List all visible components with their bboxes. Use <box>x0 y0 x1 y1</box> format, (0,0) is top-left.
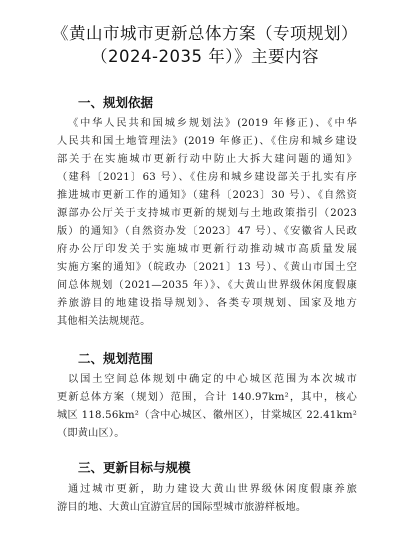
paragraph-line: 实施方案的通知》（皖政办〔2021〕13 号）、《黄山市国土空 <box>57 262 357 273</box>
paragraph-line: （即黄山区）。 <box>57 428 125 439</box>
section-heading-scope: 二、规划范围 <box>78 351 154 366</box>
paragraph-line: 人民共和国土地管理法》(2019 年修正)、《住房和城乡建设 <box>57 136 357 147</box>
document-title-line-2: （2024-2035 年）》主要内容 <box>91 47 319 66</box>
paragraph-line: 通过城市更新，助力建设大黄山世界级休闲度假康养旅 <box>68 484 357 495</box>
paragraph-line: 府办公厅印发关于实施城市更新行动推动城市高质量发展 <box>57 244 357 255</box>
paragraph-line: （建科〔2021〕63 号）、《住房和城乡建设部关于扎实有序 <box>57 172 357 183</box>
section-heading-goals: 三、更新目标与规模 <box>78 460 191 475</box>
paragraph-line: 推进城市更新工作的通知》（建科〔2023〕30 号）、《自然资 <box>57 190 357 201</box>
paragraph-line: 以国土空间总体规划中确定的中心城区范围为本次城市 <box>68 374 357 385</box>
paragraph-line: 养旅游目的地建设指导规划》、各类专项规划、国家及地方 <box>57 298 357 309</box>
paragraph-line: 城区 118.56km²（含中心城区、徽州区），甘棠城区 22.41km² <box>57 410 357 421</box>
paragraph-line: 版）的通知》（自然资办发〔2023〕47 号）、《安徽省人民政 <box>57 226 357 237</box>
paragraph-line: 间总体规划（2021—2035 年）》、《大黄山世界级休闲度假康 <box>57 280 357 291</box>
paragraph-line: 部关于在实施城市更新行动中防止大拆大建问题的通知》 <box>57 154 357 165</box>
section-heading-basis: 一、规划依据 <box>78 95 154 110</box>
paragraph-line: 更新总体方案（规划）范围，合计 140.97km²，其中，核心 <box>57 392 357 403</box>
paragraph-line: 其他相关法规规范。 <box>57 316 151 327</box>
paragraph-line: 游目的地、大黄山宜游宜居的国际型城市旅游样板地。 <box>57 502 307 513</box>
paragraph-line: 《中华人民共和国城乡规划法》(2019 年修正)、《中华 <box>68 118 357 129</box>
document-title-line-1: 《黄山市城市更新总体方案（专项规划） <box>52 24 358 43</box>
paragraph-line: 源部办公厅关于支持城市更新的规划与土地政策指引（2023 <box>57 208 357 219</box>
